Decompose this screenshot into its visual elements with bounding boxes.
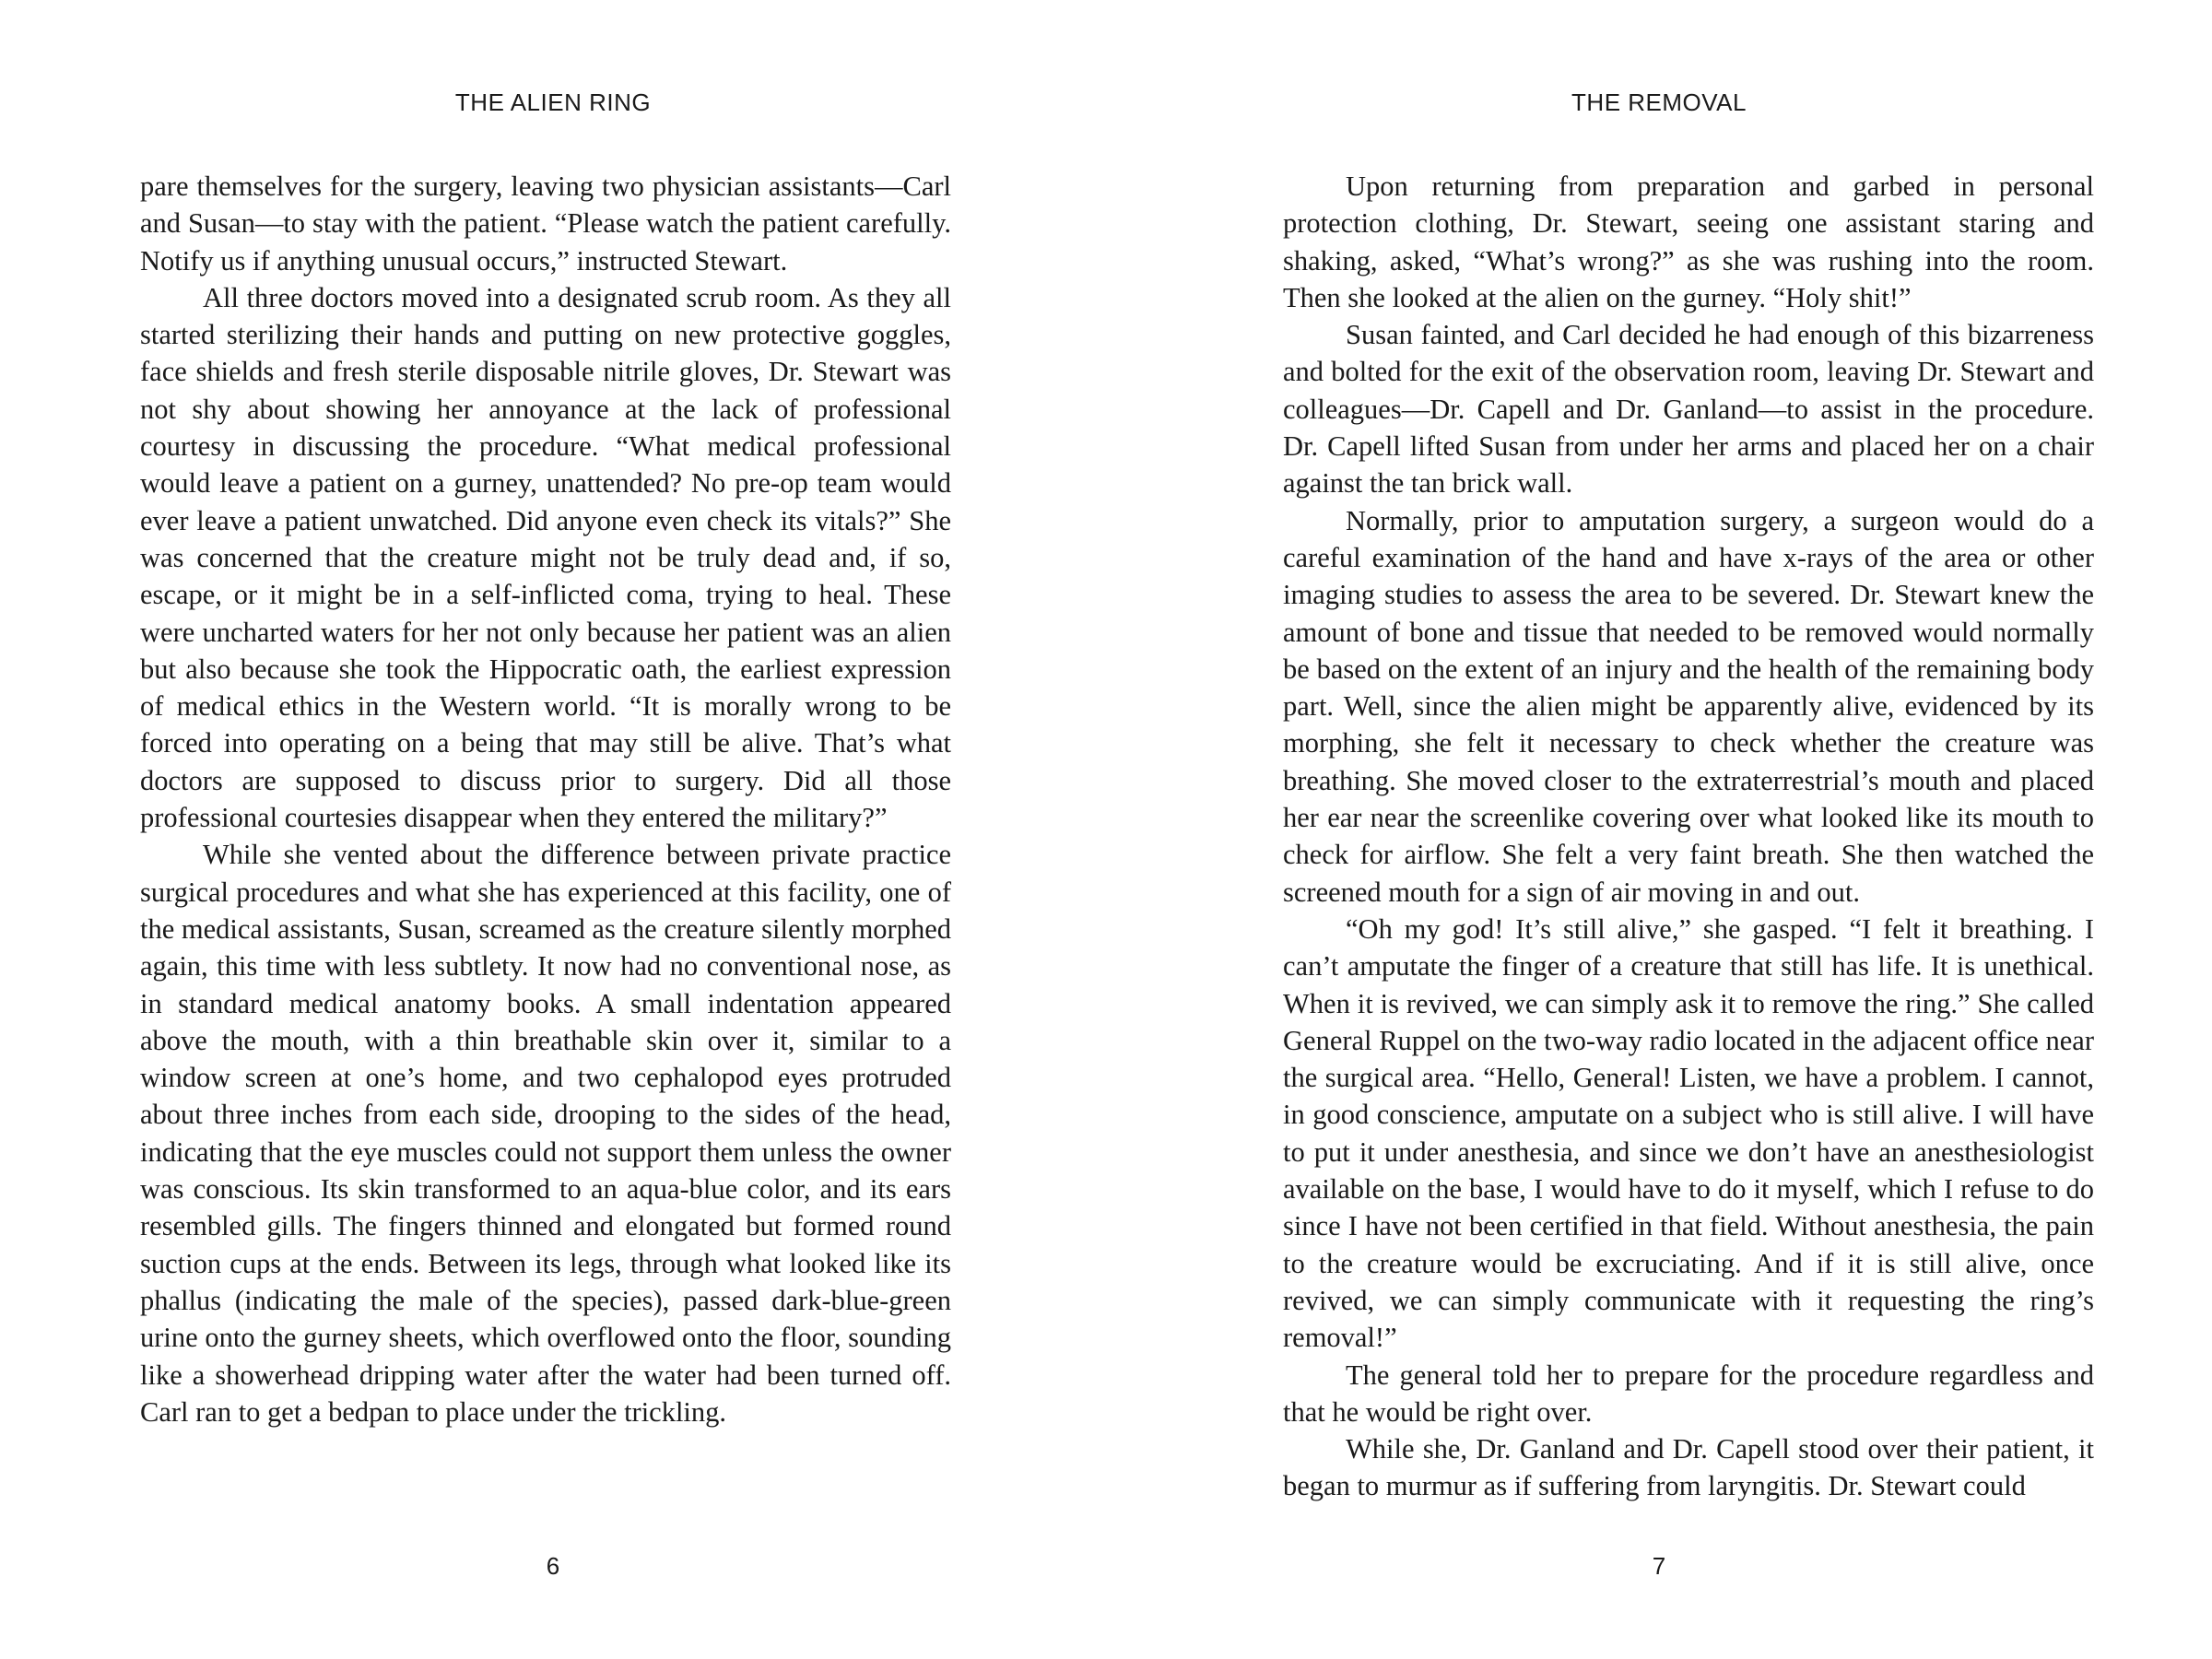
running-head-right: THE REMOVAL <box>1571 88 1747 116</box>
right-paragraph-6: While she, Dr. Ganland and Dr. Capell stood over their patient, it began to murmur as if suffering from laryngitis. Dr. Stewart could <box>1283 1433 2094 1502</box>
right-paragraph-5: The general told her to prepare for the procedure regardless and that he would be right over. <box>1283 1359 2094 1428</box>
left-page-body <box>140 168 951 1430</box>
right-page-body <box>1283 168 2094 1505</box>
right-paragraph-1: Upon returning from preparation and garbed in personal protection clothing, Dr. Stewart, seeing one assistant staring and shaking, asked, “What’s wrong?” as she was rushing into the room. Then she looked at the alien on the gurney. “Holy shit!” <box>1283 171 2094 313</box>
left-paragraph-3: While she vented about the difference between private practice surgical procedures and what she has experienced at this facility, one of the medical assistants, Susan, screamed as the creature silently morphed again, this time with less subtlety. It now had no conventional nose, as in standard medical anatomy books. A small indentation appeared above the mouth, with a thin breathable skin over it, similar to a window screen at one’s home, and two cephalopod eyes protruded about three inches from each side, drooping to the sides of the head, indicating that the eye muscles could not support them unless the owner was conscious. Its skin transformed to an aqua-blue color, and its ears resembled gills. The fingers thinned and elongated but formed round suction cups at the ends. Between its legs, through what looked like its phallus (indicating the male of the species), passed dark-blue-green urine onto the gurney sheets, which overflowed onto the floor, sounding like a showerhead dripping water after the water had been turned off. Carl ran to get a bedpan to place under the trickling. <box>140 839 951 1428</box>
right-page <box>1106 0 2212 1659</box>
left-paragraph-1: pare themselves for the surgery, leaving two physician assistants—Carl and Susan—to stay with the patient. “Please watch the patient carefully. Notify us if anything unusual occurs,” instructed Stewart. <box>140 171 951 276</box>
right-paragraph-2: Susan fainted, and Carl decided he had enough of this bizarreness and bolted for the exit of the observation room, leaving Dr. Stewart and colleagues—Dr. Capell and Dr. Ganland—to assist in the procedure. Dr. Capell lifted Susan from under her arms and placed her on a chair against the tan brick wall. <box>1283 319 2094 500</box>
right-paragraph-3: Normally, prior to amputation surgery, a surgeon would do a careful examination of the hand and have x-rays of the area or other imaging studies to assess the area to be severed. Dr. Stewart knew the amount of bone and tissue that needed to be removed would normally be based on the extent of an injury and the health of the remaining body part. Well, since the alien might be apparently alive, evidenced by its morphing, she felt it necessary to check whether the creature was breathing. She moved closer to the extraterrestrial’s mouth and placed her ear near the screenlike covering over what looked like its mouth to check for airflow. She felt a very faint breath. She then watched the screened mouth for a sign of air moving in and out. <box>1283 504 2094 908</box>
left-paragraph-2: All three doctors moved into a designated scrub room. As they all started sterilizing their hands and putting on new protective goggles, face shields and fresh sterile disposable nitrile gloves, Dr. Stewart was not shy about showing her annoyance at the lack of professional courtesy in discussing the procedure. “What medical professional would leave a patient on a gurney, unattended? No pre-op team would ever leave a patient unwatched. Did anyone even check its vitals?” She was concerned that the creature might not be truly dead and, if so, escape, or it might be in a self-inflicted coma, trying to heal. These were uncharted waters for her not only because her patient was an alien but also because she took the Hippocratic oath, the earliest expression of medical ethics in the Western world. “It is morally wrong to be forced into operating on a being that may still be alive. That’s what doctors are supposed to discuss prior to surgery. Did all those professional courtesies disappear when they entered the military?” <box>140 281 951 834</box>
running-head-left: THE ALIEN RING <box>454 88 652 116</box>
page-number-left: 6 <box>546 1552 560 1580</box>
page-number-right: 7 <box>1652 1552 1666 1580</box>
right-paragraph-4: “Oh my god! It’s still alive,” she gasped. “I felt it breathing. I can’t amputate the finger of a creature that still has life. It is unethical. When it is revived, we can simply ask it to remove the ring.” She called General Ruppel on the two-way radio located in the adjacent office near the surgical area. “Hello, General! Listen, we have a problem. I cannot, in good conscience, amputate on a subject who is still alive. I will have to put it under anesthesia, and since we don’t have an anesthesiologist available on the base, I would have to do it myself, which I refuse to do since I have not been certified in that field. Without anesthesia, the pain to the creature would be excruciating. And if it is still alive, once revived, we can simply communicate with it requesting the ring’s removal!” <box>1283 912 2094 1354</box>
